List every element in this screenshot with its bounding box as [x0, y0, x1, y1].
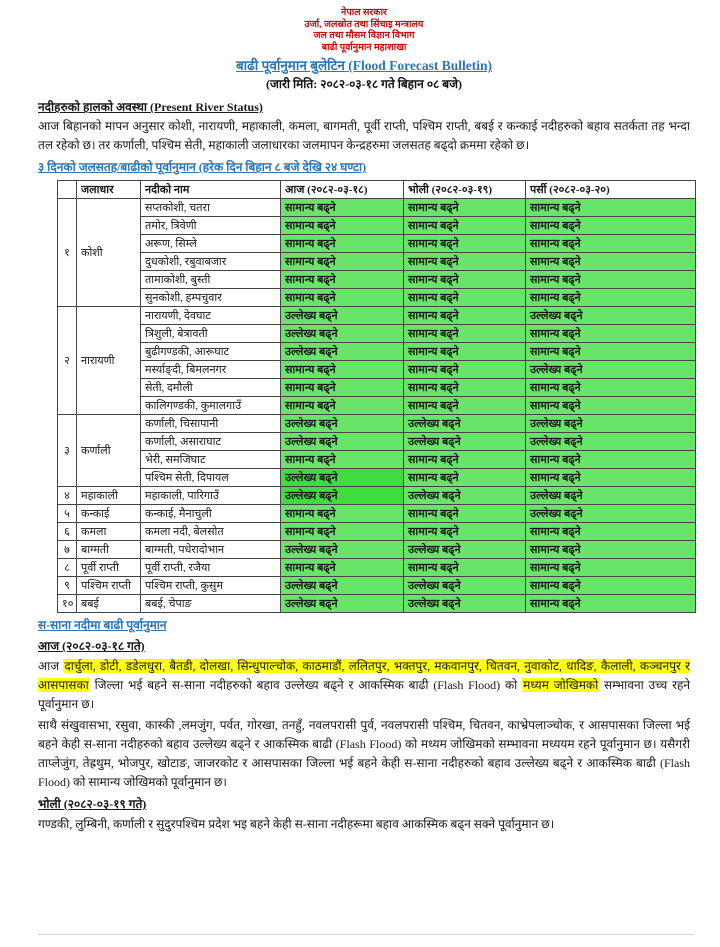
forecast-cell: सामान्य बढ्ने	[404, 451, 526, 469]
forecast-cell: सामान्य बढ्ने	[404, 379, 526, 397]
forecast-cell: उल्लेख्य बढ्ने	[526, 505, 696, 523]
forecast-cell: उल्लेख्य बढ्ने	[404, 577, 526, 595]
table-row	[58, 541, 696, 559]
col-header-basin: जलाधार	[77, 181, 141, 199]
forecast-cell: सामान्य बढ्ने	[281, 253, 404, 271]
basin-serial-number: ७	[58, 541, 77, 559]
basin-serial-number: ६	[58, 523, 77, 541]
forecast-cell: उल्लेख्य बढ्ने	[281, 415, 404, 433]
bulletin-title: बाढी पूर्वानुमान बुलेटिन (Flood Forecast Bulletin)	[235, 58, 493, 73]
org-line-government: नेपाल सरकार	[341, 8, 387, 18]
tomorrow-subheading: भोली (२०८२-०३-१९ गते)	[38, 797, 147, 811]
forecast-cell: उल्लेख्य बढ्ने	[281, 325, 404, 343]
forecast-cell: सामान्य बढ्ने	[281, 289, 404, 307]
station-name: बबई, चेपाङ	[141, 595, 281, 613]
forecast-cell: सामान्य बढ्ने	[404, 469, 526, 487]
basin-serial-number: ३	[58, 415, 77, 487]
forecast-table-body	[58, 199, 696, 613]
table-row	[58, 577, 696, 595]
forecast-cell: उल्लेख्य बढ्ने	[281, 595, 404, 613]
org-line-division: बाढी पूर्वानुमान महाशाखा	[321, 42, 407, 53]
table-row	[58, 271, 696, 289]
forecast-cell: सामान्य बढ्ने	[404, 235, 526, 253]
station-name: सुनकोशी, हम्पचुवार	[141, 289, 281, 307]
station-name: पश्चिम राप्ती, कुसुम	[141, 577, 281, 595]
forecast-cell: सामान्य बढ्ने	[281, 361, 404, 379]
forecast-table-heading: ३ दिनको जलसतह/बाढीको पूर्वानुमान (हरेक दिन बिहान ८ बजे देखि २४ घण्टा)	[38, 160, 367, 174]
forecast-cell: उल्लेख्य बढ्ने	[281, 577, 404, 595]
station-name: दुधकोशी, रबुवाबजार	[141, 253, 281, 271]
forecast-cell: सामान्य बढ्ने	[404, 253, 526, 271]
forecast-cell: सामान्य बढ्ने	[526, 595, 696, 613]
forecast-cell: सामान्य बढ्ने	[526, 289, 696, 307]
table-row	[58, 235, 696, 253]
station-name: कर्णाली, असाराघाट	[141, 433, 281, 451]
station-name: अरूण, सिम्ले	[141, 235, 281, 253]
station-name: कर्णाली, चिसापानी	[141, 415, 281, 433]
col-header-tomorrow: भोली (२०८२-०३-१९)	[404, 181, 526, 199]
small-rivers-heading: स-साना नदीमा बाढी पूर्वानुमान	[38, 618, 167, 632]
org-line-ministry: उर्जा, जलस्रोत तथा सिंचाइ मन्त्रालय	[304, 19, 424, 30]
org-line-department: जल तथा मौसम विज्ञान विभाग	[313, 31, 415, 41]
station-name: तामाकोशी, बुस्ती	[141, 271, 281, 289]
forecast-cell: सामान्य बढ्ने	[526, 469, 696, 487]
basin-serial-number: ५	[58, 505, 77, 523]
forecast-cell: सामान्य बढ्ने	[404, 217, 526, 235]
table-row	[58, 361, 696, 379]
forecast-cell: उल्लेख्य बढ्ने	[281, 343, 404, 361]
forecast-cell: सामान्य बढ्ने	[526, 379, 696, 397]
table-row	[58, 343, 696, 361]
forecast-table	[57, 180, 696, 613]
forecast-cell: सामान्य बढ्ने	[281, 235, 404, 253]
station-name: पश्चिम सेती, दिपायल	[141, 469, 281, 487]
station-name: बुढीगण्डकी, आरूघाट	[141, 343, 281, 361]
basin-serial-number: ९	[58, 577, 77, 595]
basin-name: कोशी	[77, 199, 141, 307]
forecast-cell: सामान्य बढ्ने	[404, 361, 526, 379]
table-row	[58, 325, 696, 343]
station-name: बाग्मती, पधेरादोभान	[141, 541, 281, 559]
table-row	[58, 379, 696, 397]
forecast-cell: सामान्य बढ्ने	[281, 397, 404, 415]
forecast-cell: उल्लेख्य बढ्ने	[526, 433, 696, 451]
col-header-station: नदीको नाम	[141, 181, 281, 199]
forecast-cell: उल्लेख्य बढ्ने	[281, 433, 404, 451]
station-name: पूर्वी राप्ती, रजैया	[141, 559, 281, 577]
basin-name: नारायणी	[77, 307, 141, 415]
forecast-cell: उल्लेख्य बढ्ने	[526, 361, 696, 379]
station-name: सेती, दमौली	[141, 379, 281, 397]
forecast-cell: सामान्य बढ्ने	[404, 523, 526, 541]
basin-name: बाग्मती	[77, 541, 141, 559]
forecast-cell: सामान्य बढ्ने	[281, 559, 404, 577]
forecast-cell: सामान्य बढ्ने	[404, 289, 526, 307]
table-row	[58, 487, 696, 505]
basin-name: बबई	[77, 595, 141, 613]
station-name: नारायणी, देवघाट	[141, 307, 281, 325]
forecast-cell: सामान्य बढ्ने	[281, 379, 404, 397]
tomorrow-forecast-paragraph: गण्डकी, लुम्बिनी, कर्णाली र सुदुरपश्चिम प्रदेश भइ बहने केही स-साना नदीहरूमा बहाव आकस्मिक बढ्न सक्ने पूर्वानुमान छ।	[38, 817, 555, 831]
table-row	[58, 523, 696, 541]
forecast-cell: सामान्य बढ्ने	[526, 253, 696, 271]
forecast-cell: उल्लेख्य बढ्ने	[404, 541, 526, 559]
forecast-cell: सामान्य बढ्ने	[281, 451, 404, 469]
forecast-cell: सामान्य बढ्ने	[526, 541, 696, 559]
forecast-cell: सामान्य बढ्ने	[281, 505, 404, 523]
basin-serial-number: ८	[58, 559, 77, 577]
col-header-sn	[58, 181, 77, 199]
basin-name: पूर्वी राप्ती	[77, 559, 141, 577]
forecast-cell: सामान्य बढ्ने	[281, 199, 404, 217]
forecast-cell: सामान्य बढ्ने	[526, 199, 696, 217]
highlighted-districts: दार्चुला, डोटी, डडेलधुरा, बैतडी, दोलखा, सिन्धुपाल्चोक, काठमाडौं, ललितपुर, भक्तपुर, मकवानपुर, चितवन, नुवाकोट, धादिङ, कैलाली, कञ्चनपुर र आसपासका	[38, 659, 691, 692]
forecast-cell: सामान्य बढ्ने	[404, 199, 526, 217]
station-name: कन्काई, मैनाचुली	[141, 505, 281, 523]
forecast-cell: सामान्य बढ्ने	[404, 271, 526, 289]
basin-serial-number: १०	[58, 595, 77, 613]
basin-name: पश्चिम राप्ती	[77, 577, 141, 595]
forecast-cell: उल्लेख्य बढ्ने	[404, 487, 526, 505]
present-status-paragraph: आज बिहानको मापन अनुसार कोशी, नारायणी, महाकाली, कमला, बागमती, पूर्वी राप्ती, पश्चिम राप्ती, बबई र कन्काई नदीहरुको बहाव सतर्कता तह भन्दा तल रहेको छ। तर कर्णाली, पश्चिम सेती, महाकाली जलाधारका जलमापन केन्द्रहरुमा जलसतह बढ्दो क्रममा रहेको छ।	[38, 119, 690, 152]
basin-serial-number: १	[58, 199, 77, 307]
issue-date: (जारी मिति: २०८२-०३-१८ गते बिहान ०८ बजे)	[265, 77, 463, 91]
table-row	[58, 397, 696, 415]
station-name: तमोर, त्रिवेणी	[141, 217, 281, 235]
table-row	[58, 559, 696, 577]
forecast-cell: सामान्य बढ्ने	[526, 343, 696, 361]
table-row	[58, 289, 696, 307]
table-row	[58, 199, 696, 217]
table-row	[58, 469, 696, 487]
paragraph-text: सम्भावना उच्च रहने पूर्वानुमान छ।	[38, 678, 691, 711]
forecast-cell: सामान्य बढ्ने	[404, 397, 526, 415]
table-row	[58, 433, 696, 451]
forecast-cell: सामान्य बढ्ने	[404, 307, 526, 325]
forecast-cell: उल्लेख्य बढ्ने	[281, 469, 404, 487]
forecast-cell: उल्लेख्य बढ्ने	[526, 307, 696, 325]
present-status-heading: नदीहरुको हालको अवस्था (Present River Status)	[38, 100, 263, 114]
forecast-cell: सामान्य बढ्ने	[526, 451, 696, 469]
basin-name: कर्णाली	[77, 415, 141, 487]
forecast-cell: उल्लेख्य बढ्ने	[281, 541, 404, 559]
forecast-cell: सामान्य बढ्ने	[526, 523, 696, 541]
station-name: कालिगण्डकी, कुमालगाउँ	[141, 397, 281, 415]
paragraph-text: आज	[38, 659, 64, 673]
paragraph-text: जिल्ला भई बहने स-साना नदीहरुको बहाव उल्लेख्य बढ्ने र आकस्मिक बाढी (Flash Flood) को	[89, 678, 523, 692]
basin-serial-number: २	[58, 307, 77, 415]
forecast-cell: उल्लेख्य बढ्ने	[281, 487, 404, 505]
forecast-cell: उल्लेख्य बढ्ने	[281, 307, 404, 325]
page-bottom-divider	[38, 934, 694, 935]
station-name: सप्तकोशी, चतरा	[141, 199, 281, 217]
basin-name: कमला	[77, 523, 141, 541]
col-header-today: आज (२०८२-०३-१८)	[281, 181, 404, 199]
forecast-cell: सामान्य बढ्ने	[404, 505, 526, 523]
table-row	[58, 415, 696, 433]
forecast-cell: उल्लेख्य बढ्ने	[404, 415, 526, 433]
additional-districts-paragraph: साथै संखुवासभा, रसुवा, कास्की ,लमजुंग, पर्वत, गोरखा, तनहुँ, नवलपरासी पुर्व, नवलपरासी पश्चिम, चितवन, काभ्रेपलाञ्चोक, र आसपासका जिल्ला भई बहने केही स-साना नदीहरुको बहाव उल्लेख्य बढ्ने र आकस्मिक बाढी (Flash Flood) को मध्यम जोखिमको सम्भावना मध्ययम रहने पूर्वानुमान छ। यसैगरी ताप्लेजुंग, तेह्रथुम, भोजपुर, खोटाङ, जाजरकोट र आसपासका जिल्ला भई बहने केही स-साना नदीहरुको बहाव उल्लेख्य बढ्ने र आकस्मिक बाढी (Flash Flood) को सामान्य जोखिमको पूर्वानुमान छ।	[38, 718, 690, 789]
station-name: मर्स्याङ्दी, बिमलनगर	[141, 361, 281, 379]
forecast-cell: उल्लेख्य बढ्ने	[404, 433, 526, 451]
forecast-cell: सामान्य बढ्ने	[526, 325, 696, 343]
table-row	[58, 451, 696, 469]
table-row	[58, 595, 696, 613]
station-name: कमला नदी, बेलसोत	[141, 523, 281, 541]
table-row	[58, 253, 696, 271]
forecast-cell: सामान्य बढ्ने	[526, 559, 696, 577]
today-forecast-paragraph	[38, 657, 690, 714]
forecast-cell: उल्लेख्य बढ्ने	[526, 415, 696, 433]
table-row	[58, 307, 696, 325]
forecast-cell: सामान्य बढ्ने	[281, 271, 404, 289]
table-row	[58, 505, 696, 523]
basin-name: महाकाली	[77, 487, 141, 505]
forecast-cell: सामान्य बढ्ने	[281, 217, 404, 235]
forecast-cell: सामान्य बढ्ने	[526, 235, 696, 253]
station-name: महाकाली, पारिगाउँ	[141, 487, 281, 505]
table-header-row	[58, 181, 696, 199]
forecast-cell: सामान्य बढ्ने	[281, 523, 404, 541]
forecast-cell: सामान्य बढ्ने	[526, 577, 696, 595]
letterhead	[38, 8, 690, 92]
basin-serial-number: ४	[58, 487, 77, 505]
today-subheading: आज (२०८२-०३-१८ गते)	[38, 639, 145, 653]
forecast-cell: सामान्य बढ्ने	[526, 271, 696, 289]
forecast-cell: सामान्य बढ्ने	[404, 325, 526, 343]
table-row	[58, 217, 696, 235]
forecast-cell: उल्लेख्य बढ्ने	[526, 487, 696, 505]
basin-name: कन्काई	[77, 505, 141, 523]
forecast-cell: सामान्य बढ्ने	[404, 559, 526, 577]
highlighted-risk-level: मध्यम जोखिमको	[523, 678, 599, 692]
forecast-cell: सामान्य बढ्ने	[526, 397, 696, 415]
col-header-dayafter: पर्सी (२०८२-०३-२०)	[526, 181, 696, 199]
station-name: त्रिशुली, बेत्रावती	[141, 325, 281, 343]
forecast-cell: सामान्य बढ्ने	[404, 343, 526, 361]
forecast-cell: उल्लेख्य बढ्ने	[404, 595, 526, 613]
forecast-cell: सामान्य बढ्ने	[526, 217, 696, 235]
station-name: भेरी, समजिघाट	[141, 451, 281, 469]
